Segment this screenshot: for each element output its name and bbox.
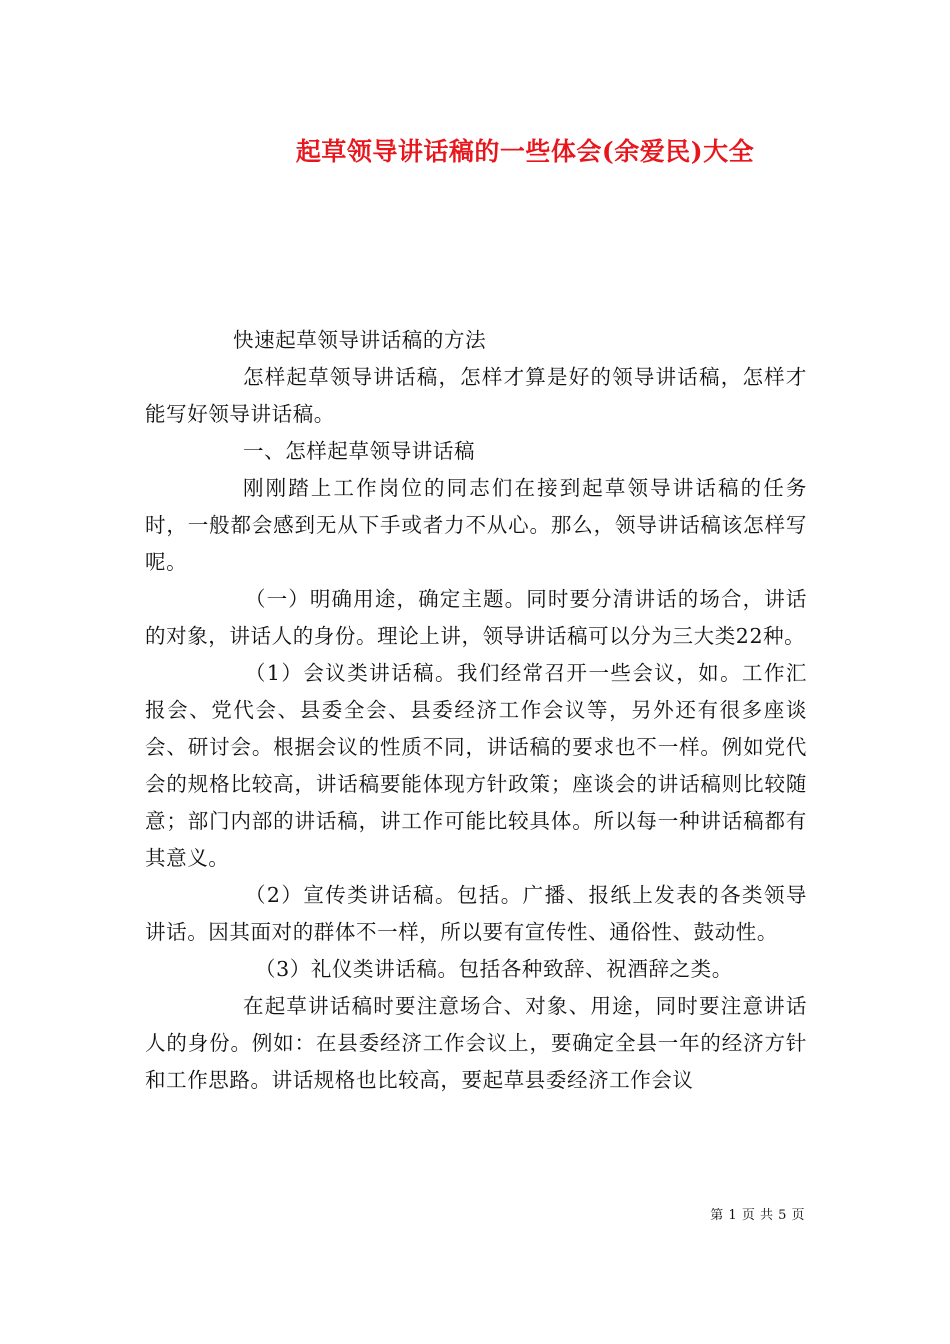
paragraph: （1）会议类讲话稿。我们经常召开一些会议，如。工作汇报会、党代会、县委全会、县委经济工作会议等，另外还有很多座谈会、研讨会。根据会议的性质不同，讲话稿的要求也不一样。例如党代会的规格比较高，讲话稿要能体现方针政策；座谈会的讲话稿则比较随意；部门内部的讲话稿，讲工作可能比较具体。所以每一种讲话稿都有其意义。 [145,661,807,870]
paragraph: （2）宣传类讲话稿。包括。广播、报纸上发表的各类领导讲话。因其面对的群体不一样，所以要有宣传性、通俗性、鼓动性。 [145,883,807,944]
document-body [145,322,807,1099]
paragraph: 刚刚踏上工作岗位的同志们在接到起草领导讲话稿的任务时，一般都会感到无从下手或者力不从心。那么，领导讲话稿该怎样写呢。 [145,476,807,574]
paragraph: 在起草讲话稿时要注意场合、对象、用途，同时要注意讲话人的身份。例如：在县委经济工作会议上，要确定全县一年的经济方针和工作思路。讲话规格也比较高，要起草县委经济工作会议 [145,994,807,1092]
paragraph: （一）明确用途，确定主题。同时要分清讲话的场合，讲话的对象，讲话人的身份。理论上讲，领导讲话稿可以分为三大类22种。 [145,587,807,648]
paragraph: 快速起草领导讲话稿的方法 [233,328,487,352]
paragraph: 怎样起草领导讲话稿，怎样才算是好的领导讲话稿，怎样才能写好领导讲话稿。 [145,365,807,426]
page-number: 第 1 页 共 5 页 [710,1208,805,1223]
paragraph: （3）礼仪类讲话稿。包括各种致辞、祝酒辞之类。 [255,957,733,981]
document-title: 起草领导讲话稿的一些体会(余爱民)大全 [295,137,755,166]
paragraph: 一、怎样起草领导讲话稿 [243,439,476,463]
